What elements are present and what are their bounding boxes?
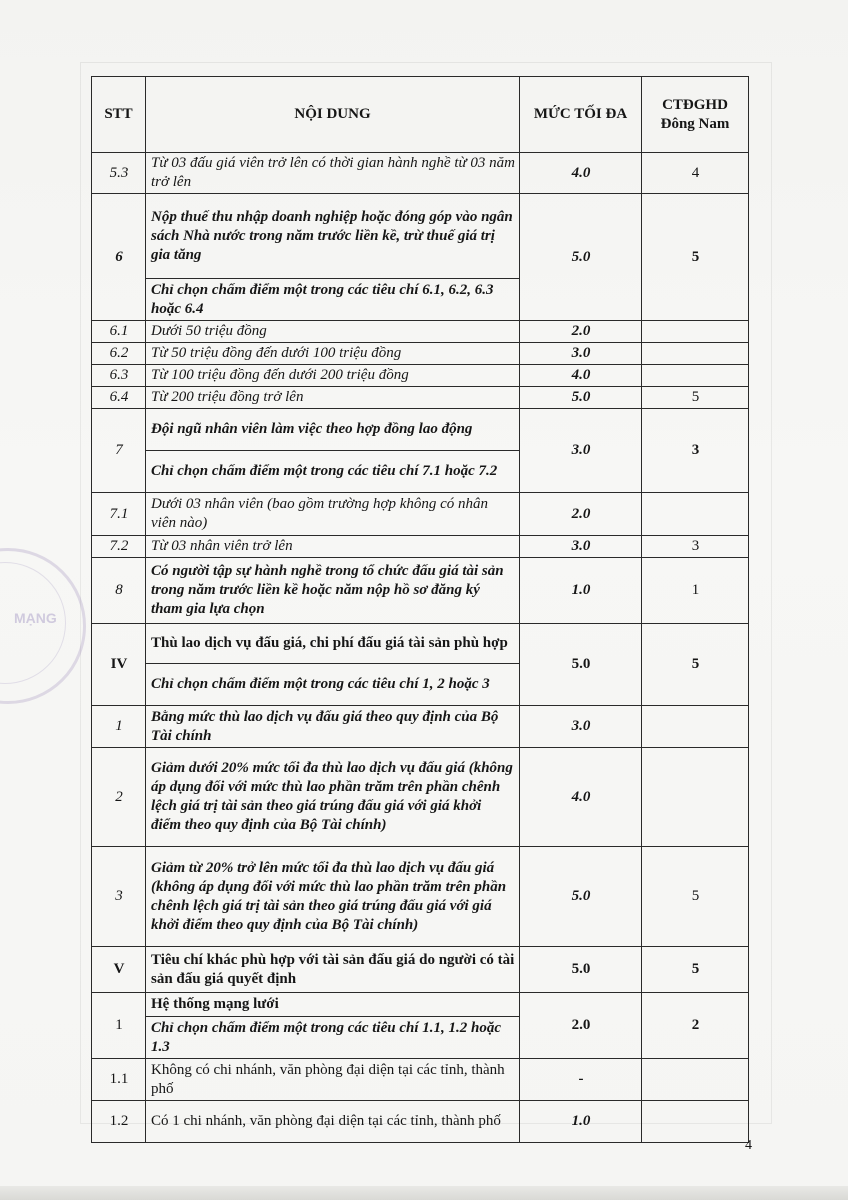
row-max-score: 1.0 [520, 1101, 642, 1143]
row-dongnam-score [642, 748, 749, 847]
row-max-score: 4.0 [520, 748, 642, 847]
row-stt: IV [92, 624, 146, 706]
table-row [92, 748, 749, 847]
row-max-score: 3.0 [520, 409, 642, 493]
row-dongnam-score: 3 [642, 409, 749, 493]
row-content: Từ 100 triệu đồng đến dưới 200 triệu đồng [146, 365, 520, 387]
row-sub-instruction: Chỉ chọn chấm điểm một trong các tiêu chí 1.1, 1.2 hoặc 1.3 [146, 1017, 520, 1059]
row-max-score: 5.0 [520, 847, 642, 947]
row-dongnam-score [642, 365, 749, 387]
table-row [92, 558, 749, 624]
row-content: Nộp thuế thu nhập doanh nghiệp hoặc đóng góp vào ngân sách Nhà nước trong năm trước liền kề, trừ thuế giá trị gia tăng [146, 194, 520, 279]
row-stt: 2 [92, 748, 146, 847]
row-dongnam-score [642, 343, 749, 365]
row-content: Có 1 chi nhánh, văn phòng đại diện tại các tỉnh, thành phố [146, 1101, 520, 1143]
row-stt: 7 [92, 409, 146, 493]
row-content: Dưới 50 triệu đồng [146, 321, 520, 343]
row-stt: 5.3 [92, 153, 146, 194]
table-row [92, 493, 749, 536]
row-max-score: 3.0 [520, 536, 642, 558]
row-max-score: 3.0 [520, 706, 642, 748]
table-row [92, 1059, 749, 1101]
row-max-score: 5.0 [520, 624, 642, 706]
row-dongnam-score [642, 321, 749, 343]
row-dongnam-score: 5 [642, 947, 749, 993]
table-row [92, 847, 749, 947]
page-number: 4 [745, 1138, 752, 1153]
row-stt: 6.4 [92, 387, 146, 409]
row-content: Thù lao dịch vụ đấu giá, chi phí đấu giá tài sản phù hợp [146, 624, 520, 664]
row-stt: 1 [92, 993, 146, 1059]
row-dongnam-score [642, 493, 749, 536]
row-stt: 3 [92, 847, 146, 947]
row-max-score: 2.0 [520, 993, 642, 1059]
row-dongnam-score: 5 [642, 387, 749, 409]
row-max-score: 4.0 [520, 365, 642, 387]
row-stt: 1.2 [92, 1101, 146, 1143]
row-content: Hệ thống mạng lưới [146, 993, 520, 1017]
row-max-score: 5.0 [520, 947, 642, 993]
row-dongnam-score: 2 [642, 993, 749, 1059]
stamp-fragment: MẠNG [14, 610, 57, 626]
header-noi-dung: NỘI DUNG [146, 77, 520, 153]
table-row [92, 321, 749, 343]
table-row [92, 1101, 749, 1143]
table-row [92, 993, 749, 1017]
row-stt: 6.2 [92, 343, 146, 365]
row-dongnam-score: 1 [642, 558, 749, 624]
row-dongnam-score: 5 [642, 194, 749, 321]
table-row [92, 706, 749, 748]
row-stt: 7.1 [92, 493, 146, 536]
header-muc-toi-da: MỨC TỐI ĐA [520, 77, 642, 153]
scan-bottom-edge [0, 1186, 848, 1200]
row-content: Từ 03 nhân viên trở lên [146, 536, 520, 558]
row-content: Giảm dưới 20% mức tối đa thù lao dịch vụ đấu giá (không áp dụng đối với mức thù lao phần trăm trên phần chênh lệch giá trị tài sản theo giá trúng đấu giá với giá khởi điểm theo quy định của Bộ Tài chính) [146, 748, 520, 847]
row-dongnam-score [642, 706, 749, 748]
row-dongnam-score: 4 [642, 153, 749, 194]
row-dongnam-score: 5 [642, 624, 749, 706]
row-max-score: 2.0 [520, 493, 642, 536]
table-row [92, 343, 749, 365]
row-stt: 1.1 [92, 1059, 146, 1101]
table-row [92, 947, 749, 993]
row-max-score: 5.0 [520, 194, 642, 321]
row-content: Giảm từ 20% trở lên mức tối đa thù lao dịch vụ đấu giá (không áp dụng đối với mức thù lao phần trăm trên phần chênh lệch giá trị tài sản theo giá trúng đấu giá với giá khởi điểm theo quy định của Bộ Tài chính) [146, 847, 520, 947]
row-sub-instruction: Chỉ chọn chấm điểm một trong các tiêu chí 7.1 hoặc 7.2 [146, 451, 520, 493]
row-stt: 7.2 [92, 536, 146, 558]
row-dongnam-score [642, 1059, 749, 1101]
row-content: Dưới 03 nhân viên (bao gồm trường hợp không có nhân viên nào) [146, 493, 520, 536]
row-content: Có người tập sự hành nghề trong tổ chức đấu giá tài sản trong năm trước liền kề hoặc năm nộp hồ sơ đăng ký tham gia lựa chọn [146, 558, 520, 624]
row-stt: 8 [92, 558, 146, 624]
row-content: Tiêu chí khác phù hợp với tài sản đấu giá do người có tài sản đấu giá quyết định [146, 947, 520, 993]
row-max-score: - [520, 1059, 642, 1101]
row-stt: 6 [92, 194, 146, 321]
row-max-score: 1.0 [520, 558, 642, 624]
row-stt: 6.3 [92, 365, 146, 387]
row-dongnam-score: 3 [642, 536, 749, 558]
row-max-score: 4.0 [520, 153, 642, 194]
table-row [92, 536, 749, 558]
row-sub-instruction: Chỉ chọn chấm điểm một trong các tiêu chí 1, 2 hoặc 3 [146, 664, 520, 706]
row-max-score: 2.0 [520, 321, 642, 343]
table-row [92, 409, 749, 451]
header-stt: STT [92, 77, 146, 153]
row-dongnam-score [642, 1101, 749, 1143]
row-content: Đội ngũ nhân viên làm việc theo hợp đồng lao động [146, 409, 520, 451]
row-content: Từ 50 triệu đồng đến dưới 100 triệu đồng [146, 343, 520, 365]
row-stt: 6.1 [92, 321, 146, 343]
table-row [92, 387, 749, 409]
table-row [92, 153, 749, 194]
row-max-score: 3.0 [520, 343, 642, 365]
table-row [92, 624, 749, 664]
row-content: Từ 03 đấu giá viên trở lên có thời gian hành nghề từ 03 năm trở lên [146, 153, 520, 194]
row-sub-instruction: Chỉ chọn chấm điểm một trong các tiêu chí 6.1, 6.2, 6.3 hoặc 6.4 [146, 279, 520, 321]
row-max-score: 5.0 [520, 387, 642, 409]
row-stt: 1 [92, 706, 146, 748]
criteria-table [91, 76, 749, 1143]
table-header-row [92, 77, 749, 153]
row-dongnam-score: 5 [642, 847, 749, 947]
table-row [92, 194, 749, 279]
row-content: Bằng mức thù lao dịch vụ đấu giá theo quy định của Bộ Tài chính [146, 706, 520, 748]
header-ctdghd: CTĐGHD Đông Nam [642, 77, 749, 153]
table-row [92, 365, 749, 387]
row-stt: V [92, 947, 146, 993]
row-content: Không có chi nhánh, văn phòng đại diện tại các tỉnh, thành phố [146, 1059, 520, 1101]
row-content: Từ 200 triệu đồng trở lên [146, 387, 520, 409]
